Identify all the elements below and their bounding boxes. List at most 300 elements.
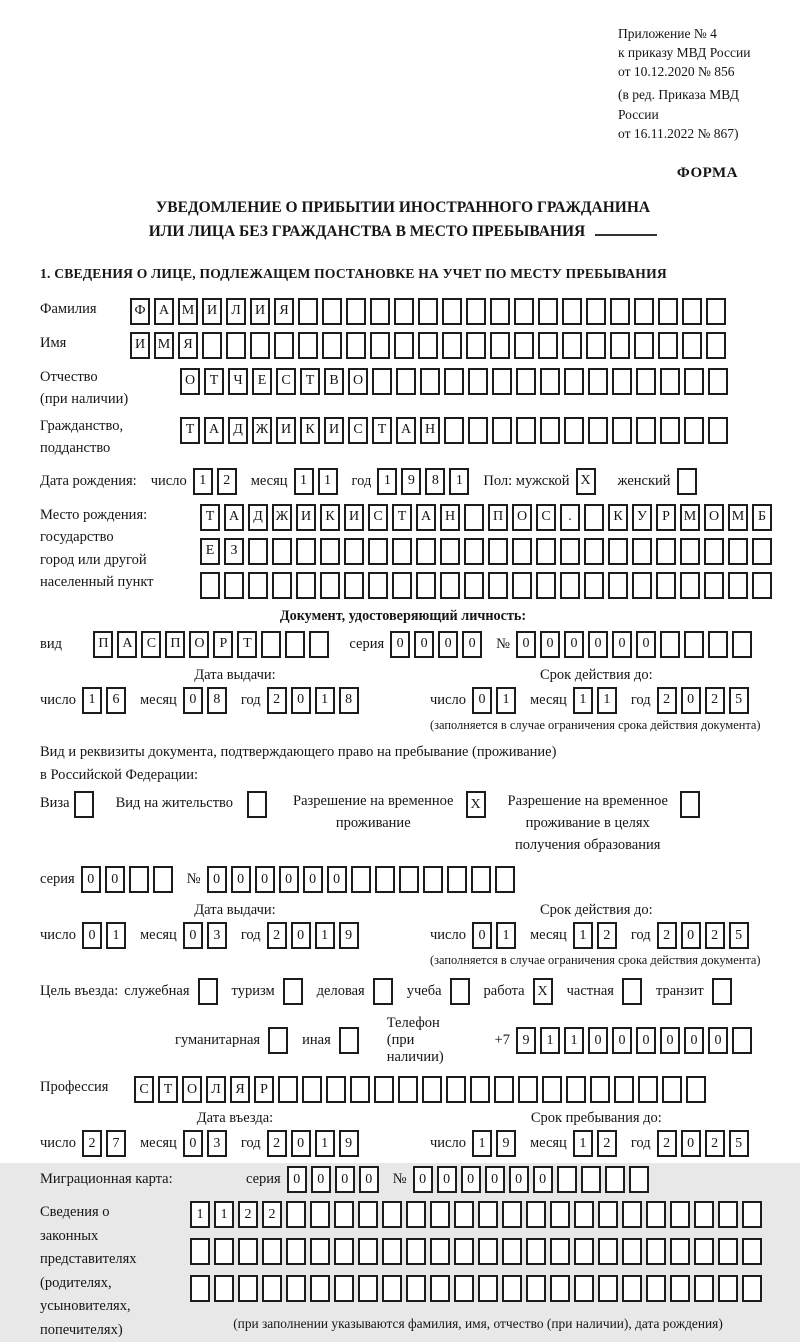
char-cell[interactable]: Б xyxy=(752,504,772,531)
char-cell[interactable] xyxy=(694,1201,714,1228)
char-cell[interactable] xyxy=(298,332,318,359)
char-cell[interactable]: 2 xyxy=(267,922,287,949)
char-cell[interactable] xyxy=(320,538,340,565)
char-cell[interactable] xyxy=(468,368,488,395)
char-cell[interactable] xyxy=(200,572,220,599)
char-cell[interactable]: 1 xyxy=(496,922,516,949)
char-cell[interactable]: 1 xyxy=(472,1130,492,1157)
char-cell[interactable] xyxy=(550,1201,570,1228)
char-cell[interactable] xyxy=(708,368,728,395)
char-cell[interactable] xyxy=(704,572,724,599)
char-cell[interactable]: 2 xyxy=(657,687,677,714)
char-cell[interactable] xyxy=(190,1238,210,1265)
char-cell[interactable] xyxy=(634,332,654,359)
char-cell[interactable] xyxy=(562,298,582,325)
char-cell[interactable]: А xyxy=(396,417,416,444)
char-cell[interactable]: 2 xyxy=(705,922,725,949)
char-cell[interactable] xyxy=(422,1076,442,1103)
char-cell[interactable] xyxy=(752,572,772,599)
char-cell[interactable] xyxy=(320,572,340,599)
char-cell[interactable]: 0 xyxy=(612,631,632,658)
char-cell[interactable] xyxy=(398,1076,418,1103)
char-cell[interactable]: 5 xyxy=(729,1130,749,1157)
char-cell[interactable] xyxy=(646,1275,666,1302)
char-cell[interactable] xyxy=(285,631,305,658)
char-cell[interactable] xyxy=(373,978,393,1005)
char-cell[interactable] xyxy=(198,978,218,1005)
char-cell[interactable] xyxy=(454,1201,474,1228)
char-cell[interactable] xyxy=(346,332,366,359)
char-cell[interactable] xyxy=(190,1275,210,1302)
char-cell[interactable] xyxy=(286,1238,306,1265)
char-cell[interactable] xyxy=(310,1238,330,1265)
char-cell[interactable] xyxy=(502,1275,522,1302)
char-cell[interactable] xyxy=(656,572,676,599)
char-cell[interactable]: 9 xyxy=(339,1130,359,1157)
char-cell[interactable]: К xyxy=(300,417,320,444)
char-cell[interactable] xyxy=(392,538,412,565)
char-cell[interactable]: М xyxy=(680,504,700,531)
char-cell[interactable]: 3 xyxy=(207,922,227,949)
char-cell[interactable]: 0 xyxy=(291,687,311,714)
char-cell[interactable]: Т xyxy=(200,504,220,531)
char-cell[interactable]: 2 xyxy=(597,1130,617,1157)
char-cell[interactable] xyxy=(322,298,342,325)
char-cell[interactable]: 1 xyxy=(573,1130,593,1157)
char-cell[interactable]: 0 xyxy=(681,922,701,949)
char-cell[interactable] xyxy=(492,368,512,395)
char-cell[interactable] xyxy=(396,368,416,395)
char-cell[interactable] xyxy=(272,538,292,565)
char-cell[interactable]: Н xyxy=(420,417,440,444)
char-cell[interactable] xyxy=(660,631,680,658)
char-cell[interactable]: И xyxy=(202,298,222,325)
char-cell[interactable] xyxy=(560,572,580,599)
char-cell[interactable] xyxy=(370,332,390,359)
char-cell[interactable] xyxy=(584,572,604,599)
char-cell[interactable]: Р xyxy=(254,1076,274,1103)
char-cell[interactable]: Р xyxy=(213,631,233,658)
char-cell[interactable] xyxy=(728,538,748,565)
char-cell[interactable] xyxy=(296,538,316,565)
char-cell[interactable] xyxy=(574,1238,594,1265)
char-cell[interactable]: 0 xyxy=(681,687,701,714)
char-cell[interactable]: Т xyxy=(180,417,200,444)
char-cell[interactable] xyxy=(550,1275,570,1302)
char-cell[interactable] xyxy=(712,978,732,1005)
char-cell[interactable]: 2 xyxy=(238,1201,258,1228)
char-cell[interactable] xyxy=(574,1275,594,1302)
char-cell[interactable] xyxy=(680,538,700,565)
char-cell[interactable]: 0 xyxy=(81,866,101,893)
char-cell[interactable] xyxy=(262,1275,282,1302)
char-cell[interactable]: 9 xyxy=(516,1027,536,1054)
char-cell[interactable]: Н xyxy=(440,504,460,531)
char-cell[interactable]: 2 xyxy=(657,922,677,949)
char-cell[interactable]: М xyxy=(178,298,198,325)
char-cell[interactable]: А xyxy=(117,631,137,658)
char-cell[interactable]: 0 xyxy=(461,1166,481,1193)
char-cell[interactable] xyxy=(262,1238,282,1265)
char-cell[interactable] xyxy=(495,866,515,893)
char-cell[interactable]: 1 xyxy=(315,1130,335,1157)
char-cell[interactable] xyxy=(296,572,316,599)
char-cell[interactable] xyxy=(302,1076,322,1103)
char-cell[interactable] xyxy=(399,866,419,893)
char-cell[interactable] xyxy=(564,417,584,444)
char-cell[interactable] xyxy=(334,1201,354,1228)
char-cell[interactable] xyxy=(622,978,642,1005)
char-cell[interactable] xyxy=(622,1275,642,1302)
char-cell[interactable] xyxy=(334,1238,354,1265)
char-cell[interactable] xyxy=(684,368,704,395)
char-cell[interactable]: 8 xyxy=(339,687,359,714)
char-cell[interactable] xyxy=(129,866,149,893)
char-cell[interactable]: В xyxy=(324,368,344,395)
char-cell[interactable]: 8 xyxy=(207,687,227,714)
char-cell[interactable] xyxy=(375,866,395,893)
char-cell[interactable]: 0 xyxy=(588,1027,608,1054)
char-cell[interactable] xyxy=(670,1275,690,1302)
char-cell[interactable] xyxy=(214,1238,234,1265)
char-cell[interactable] xyxy=(502,1238,522,1265)
char-cell[interactable]: Р xyxy=(656,504,676,531)
char-cell[interactable]: 0 xyxy=(472,922,492,949)
char-cell[interactable] xyxy=(358,1275,378,1302)
char-cell[interactable]: 7 xyxy=(106,1130,126,1157)
char-cell[interactable] xyxy=(494,1076,514,1103)
char-cell[interactable] xyxy=(706,332,726,359)
char-cell[interactable] xyxy=(557,1166,577,1193)
char-cell[interactable] xyxy=(512,572,532,599)
char-cell[interactable] xyxy=(466,298,486,325)
char-cell[interactable]: С xyxy=(368,504,388,531)
char-cell[interactable] xyxy=(670,1238,690,1265)
char-cell[interactable] xyxy=(610,332,630,359)
char-cell[interactable] xyxy=(466,332,486,359)
char-cell[interactable]: 5 xyxy=(729,922,749,949)
char-cell[interactable] xyxy=(612,417,632,444)
char-cell[interactable] xyxy=(309,631,329,658)
char-cell[interactable] xyxy=(298,298,318,325)
char-cell[interactable]: 2 xyxy=(705,1130,725,1157)
char-cell[interactable] xyxy=(372,368,392,395)
char-cell[interactable]: 1 xyxy=(315,687,335,714)
char-cell[interactable]: У xyxy=(632,504,652,531)
char-cell[interactable] xyxy=(588,417,608,444)
char-cell[interactable]: Т xyxy=(300,368,320,395)
char-cell[interactable] xyxy=(536,572,556,599)
char-cell[interactable] xyxy=(632,572,652,599)
char-cell[interactable] xyxy=(326,1076,346,1103)
char-cell[interactable] xyxy=(704,538,724,565)
char-cell[interactable] xyxy=(488,572,508,599)
char-cell[interactable]: 0 xyxy=(335,1166,355,1193)
char-cell[interactable] xyxy=(374,1076,394,1103)
char-cell[interactable] xyxy=(471,866,491,893)
char-cell[interactable]: 0 xyxy=(509,1166,529,1193)
char-cell[interactable]: Я xyxy=(178,332,198,359)
char-cell[interactable] xyxy=(536,538,556,565)
char-cell[interactable]: П xyxy=(165,631,185,658)
char-cell[interactable]: 2 xyxy=(657,1130,677,1157)
char-cell[interactable] xyxy=(286,1275,306,1302)
char-cell[interactable] xyxy=(584,538,604,565)
char-cell[interactable] xyxy=(272,572,292,599)
char-cell[interactable] xyxy=(153,866,173,893)
char-cell[interactable]: 0 xyxy=(437,1166,457,1193)
char-cell[interactable]: Я xyxy=(274,298,294,325)
char-cell[interactable] xyxy=(238,1238,258,1265)
char-cell[interactable] xyxy=(226,332,246,359)
char-cell[interactable] xyxy=(581,1166,601,1193)
char-cell[interactable]: 1 xyxy=(190,1201,210,1228)
char-cell[interactable] xyxy=(574,1201,594,1228)
char-cell[interactable]: 0 xyxy=(414,631,434,658)
char-cell[interactable] xyxy=(406,1201,426,1228)
char-cell[interactable] xyxy=(608,572,628,599)
char-cell[interactable] xyxy=(490,332,510,359)
char-cell[interactable] xyxy=(478,1275,498,1302)
char-cell[interactable]: 0 xyxy=(183,922,203,949)
char-cell[interactable]: А xyxy=(204,417,224,444)
char-cell[interactable]: 0 xyxy=(390,631,410,658)
char-cell[interactable] xyxy=(629,1166,649,1193)
char-cell[interactable] xyxy=(670,1201,690,1228)
char-cell[interactable]: Ч xyxy=(228,368,248,395)
char-cell[interactable] xyxy=(344,538,364,565)
char-cell[interactable]: 1 xyxy=(449,468,469,495)
char-cell[interactable] xyxy=(684,417,704,444)
char-cell[interactable]: А xyxy=(224,504,244,531)
char-cell[interactable] xyxy=(224,572,244,599)
char-cell[interactable] xyxy=(564,368,584,395)
char-cell[interactable] xyxy=(446,1076,466,1103)
char-cell[interactable] xyxy=(598,1238,618,1265)
char-cell[interactable] xyxy=(632,538,652,565)
char-cell[interactable]: 0 xyxy=(708,1027,728,1054)
char-cell[interactable]: 0 xyxy=(533,1166,553,1193)
char-cell[interactable]: 0 xyxy=(359,1166,379,1193)
char-cell[interactable]: 1 xyxy=(597,687,617,714)
char-cell[interactable]: О xyxy=(348,368,368,395)
char-cell[interactable]: Е xyxy=(200,538,220,565)
char-cell[interactable] xyxy=(406,1275,426,1302)
char-cell[interactable]: 1 xyxy=(106,922,126,949)
char-cell[interactable]: Т xyxy=(372,417,392,444)
char-cell[interactable] xyxy=(442,298,462,325)
char-cell[interactable] xyxy=(706,298,726,325)
char-cell[interactable] xyxy=(382,1275,402,1302)
char-cell[interactable] xyxy=(382,1238,402,1265)
char-cell[interactable]: 0 xyxy=(588,631,608,658)
char-cell[interactable] xyxy=(646,1238,666,1265)
char-cell[interactable] xyxy=(351,866,371,893)
char-cell[interactable] xyxy=(502,1201,522,1228)
char-cell[interactable]: 6 xyxy=(106,687,126,714)
char-cell[interactable]: С xyxy=(348,417,368,444)
char-cell[interactable] xyxy=(464,572,484,599)
char-cell[interactable] xyxy=(444,368,464,395)
char-cell[interactable] xyxy=(684,631,704,658)
char-cell[interactable] xyxy=(238,1275,258,1302)
char-cell[interactable]: П xyxy=(93,631,113,658)
char-cell[interactable]: Е xyxy=(252,368,272,395)
char-cell[interactable] xyxy=(339,1027,359,1054)
char-cell[interactable] xyxy=(418,332,438,359)
char-cell[interactable]: 2 xyxy=(267,687,287,714)
char-cell[interactable]: 0 xyxy=(231,866,251,893)
char-cell[interactable] xyxy=(430,1238,450,1265)
char-cell[interactable] xyxy=(614,1076,634,1103)
char-cell[interactable] xyxy=(334,1275,354,1302)
char-cell[interactable]: З xyxy=(224,538,244,565)
char-cell[interactable] xyxy=(261,631,281,658)
char-cell[interactable]: 0 xyxy=(684,1027,704,1054)
char-cell[interactable]: 0 xyxy=(287,1166,307,1193)
char-cell[interactable]: И xyxy=(296,504,316,531)
char-cell[interactable] xyxy=(588,368,608,395)
char-cell[interactable]: 1 xyxy=(82,687,102,714)
char-cell[interactable]: 0 xyxy=(183,687,203,714)
char-cell[interactable] xyxy=(394,298,414,325)
char-cell[interactable] xyxy=(540,368,560,395)
char-cell[interactable] xyxy=(420,368,440,395)
char-cell[interactable] xyxy=(742,1201,762,1228)
char-cell[interactable] xyxy=(586,298,606,325)
char-cell[interactable] xyxy=(677,468,697,495)
char-cell[interactable] xyxy=(584,504,604,531)
char-cell[interactable] xyxy=(682,332,702,359)
char-cell[interactable]: И xyxy=(344,504,364,531)
char-cell[interactable] xyxy=(694,1238,714,1265)
char-cell[interactable]: М xyxy=(154,332,174,359)
char-cell[interactable]: X xyxy=(466,791,486,818)
char-cell[interactable] xyxy=(636,417,656,444)
char-cell[interactable]: . xyxy=(560,504,580,531)
char-cell[interactable] xyxy=(538,332,558,359)
char-cell[interactable] xyxy=(310,1275,330,1302)
char-cell[interactable]: С xyxy=(141,631,161,658)
char-cell[interactable] xyxy=(542,1076,562,1103)
char-cell[interactable] xyxy=(470,1076,490,1103)
char-cell[interactable] xyxy=(464,504,484,531)
char-cell[interactable] xyxy=(718,1275,738,1302)
char-cell[interactable] xyxy=(514,298,534,325)
char-cell[interactable] xyxy=(732,631,752,658)
char-cell[interactable]: А xyxy=(416,504,436,531)
char-cell[interactable] xyxy=(368,538,388,565)
char-cell[interactable]: К xyxy=(608,504,628,531)
char-cell[interactable]: Ж xyxy=(272,504,292,531)
char-cell[interactable] xyxy=(478,1201,498,1228)
char-cell[interactable] xyxy=(586,332,606,359)
char-cell[interactable] xyxy=(742,1238,762,1265)
char-cell[interactable]: Л xyxy=(226,298,246,325)
char-cell[interactable] xyxy=(464,538,484,565)
char-cell[interactable] xyxy=(447,866,467,893)
char-cell[interactable] xyxy=(247,791,267,818)
char-cell[interactable] xyxy=(268,1027,288,1054)
char-cell[interactable] xyxy=(488,538,508,565)
char-cell[interactable] xyxy=(728,572,748,599)
char-cell[interactable] xyxy=(274,332,294,359)
char-cell[interactable]: 1 xyxy=(193,468,213,495)
char-cell[interactable] xyxy=(358,1238,378,1265)
char-cell[interactable]: 9 xyxy=(496,1130,516,1157)
char-cell[interactable]: 1 xyxy=(564,1027,584,1054)
char-cell[interactable] xyxy=(344,572,364,599)
char-cell[interactable] xyxy=(590,1076,610,1103)
char-cell[interactable]: Т xyxy=(158,1076,178,1103)
char-cell[interactable]: И xyxy=(130,332,150,359)
char-cell[interactable]: 0 xyxy=(612,1027,632,1054)
char-cell[interactable] xyxy=(248,572,268,599)
char-cell[interactable] xyxy=(442,332,462,359)
char-cell[interactable] xyxy=(382,1201,402,1228)
char-cell[interactable] xyxy=(660,417,680,444)
char-cell[interactable] xyxy=(732,1027,752,1054)
char-cell[interactable] xyxy=(368,572,388,599)
char-cell[interactable] xyxy=(358,1201,378,1228)
char-cell[interactable]: Т xyxy=(237,631,257,658)
char-cell[interactable] xyxy=(658,298,678,325)
char-cell[interactable]: 5 xyxy=(729,687,749,714)
char-cell[interactable]: 0 xyxy=(413,1166,433,1193)
char-cell[interactable]: 0 xyxy=(183,1130,203,1157)
char-cell[interactable] xyxy=(660,368,680,395)
char-cell[interactable] xyxy=(248,538,268,565)
char-cell[interactable] xyxy=(492,417,512,444)
char-cell[interactable]: 0 xyxy=(291,1130,311,1157)
char-cell[interactable] xyxy=(694,1275,714,1302)
char-cell[interactable] xyxy=(560,538,580,565)
char-cell[interactable] xyxy=(518,1076,538,1103)
char-cell[interactable]: X xyxy=(533,978,553,1005)
char-cell[interactable] xyxy=(278,1076,298,1103)
char-cell[interactable]: 0 xyxy=(462,631,482,658)
char-cell[interactable] xyxy=(468,417,488,444)
char-cell[interactable]: 0 xyxy=(636,631,656,658)
char-cell[interactable] xyxy=(322,332,342,359)
char-cell[interactable]: О xyxy=(182,1076,202,1103)
char-cell[interactable]: А xyxy=(154,298,174,325)
char-cell[interactable] xyxy=(514,332,534,359)
char-cell[interactable] xyxy=(454,1275,474,1302)
char-cell[interactable]: К xyxy=(320,504,340,531)
char-cell[interactable] xyxy=(708,631,728,658)
char-cell[interactable] xyxy=(634,298,654,325)
char-cell[interactable] xyxy=(656,538,676,565)
char-cell[interactable] xyxy=(440,538,460,565)
char-cell[interactable] xyxy=(526,1201,546,1228)
char-cell[interactable] xyxy=(708,417,728,444)
char-cell[interactable]: 1 xyxy=(540,1027,560,1054)
char-cell[interactable] xyxy=(478,1238,498,1265)
char-cell[interactable]: О xyxy=(189,631,209,658)
char-cell[interactable] xyxy=(346,298,366,325)
char-cell[interactable] xyxy=(444,417,464,444)
char-cell[interactable] xyxy=(394,332,414,359)
char-cell[interactable]: 0 xyxy=(472,687,492,714)
char-cell[interactable]: 0 xyxy=(485,1166,505,1193)
char-cell[interactable] xyxy=(450,978,470,1005)
char-cell[interactable]: 2 xyxy=(267,1130,287,1157)
char-cell[interactable]: С xyxy=(276,368,296,395)
char-cell[interactable] xyxy=(74,791,94,818)
char-cell[interactable]: 0 xyxy=(540,631,560,658)
char-cell[interactable] xyxy=(516,368,536,395)
